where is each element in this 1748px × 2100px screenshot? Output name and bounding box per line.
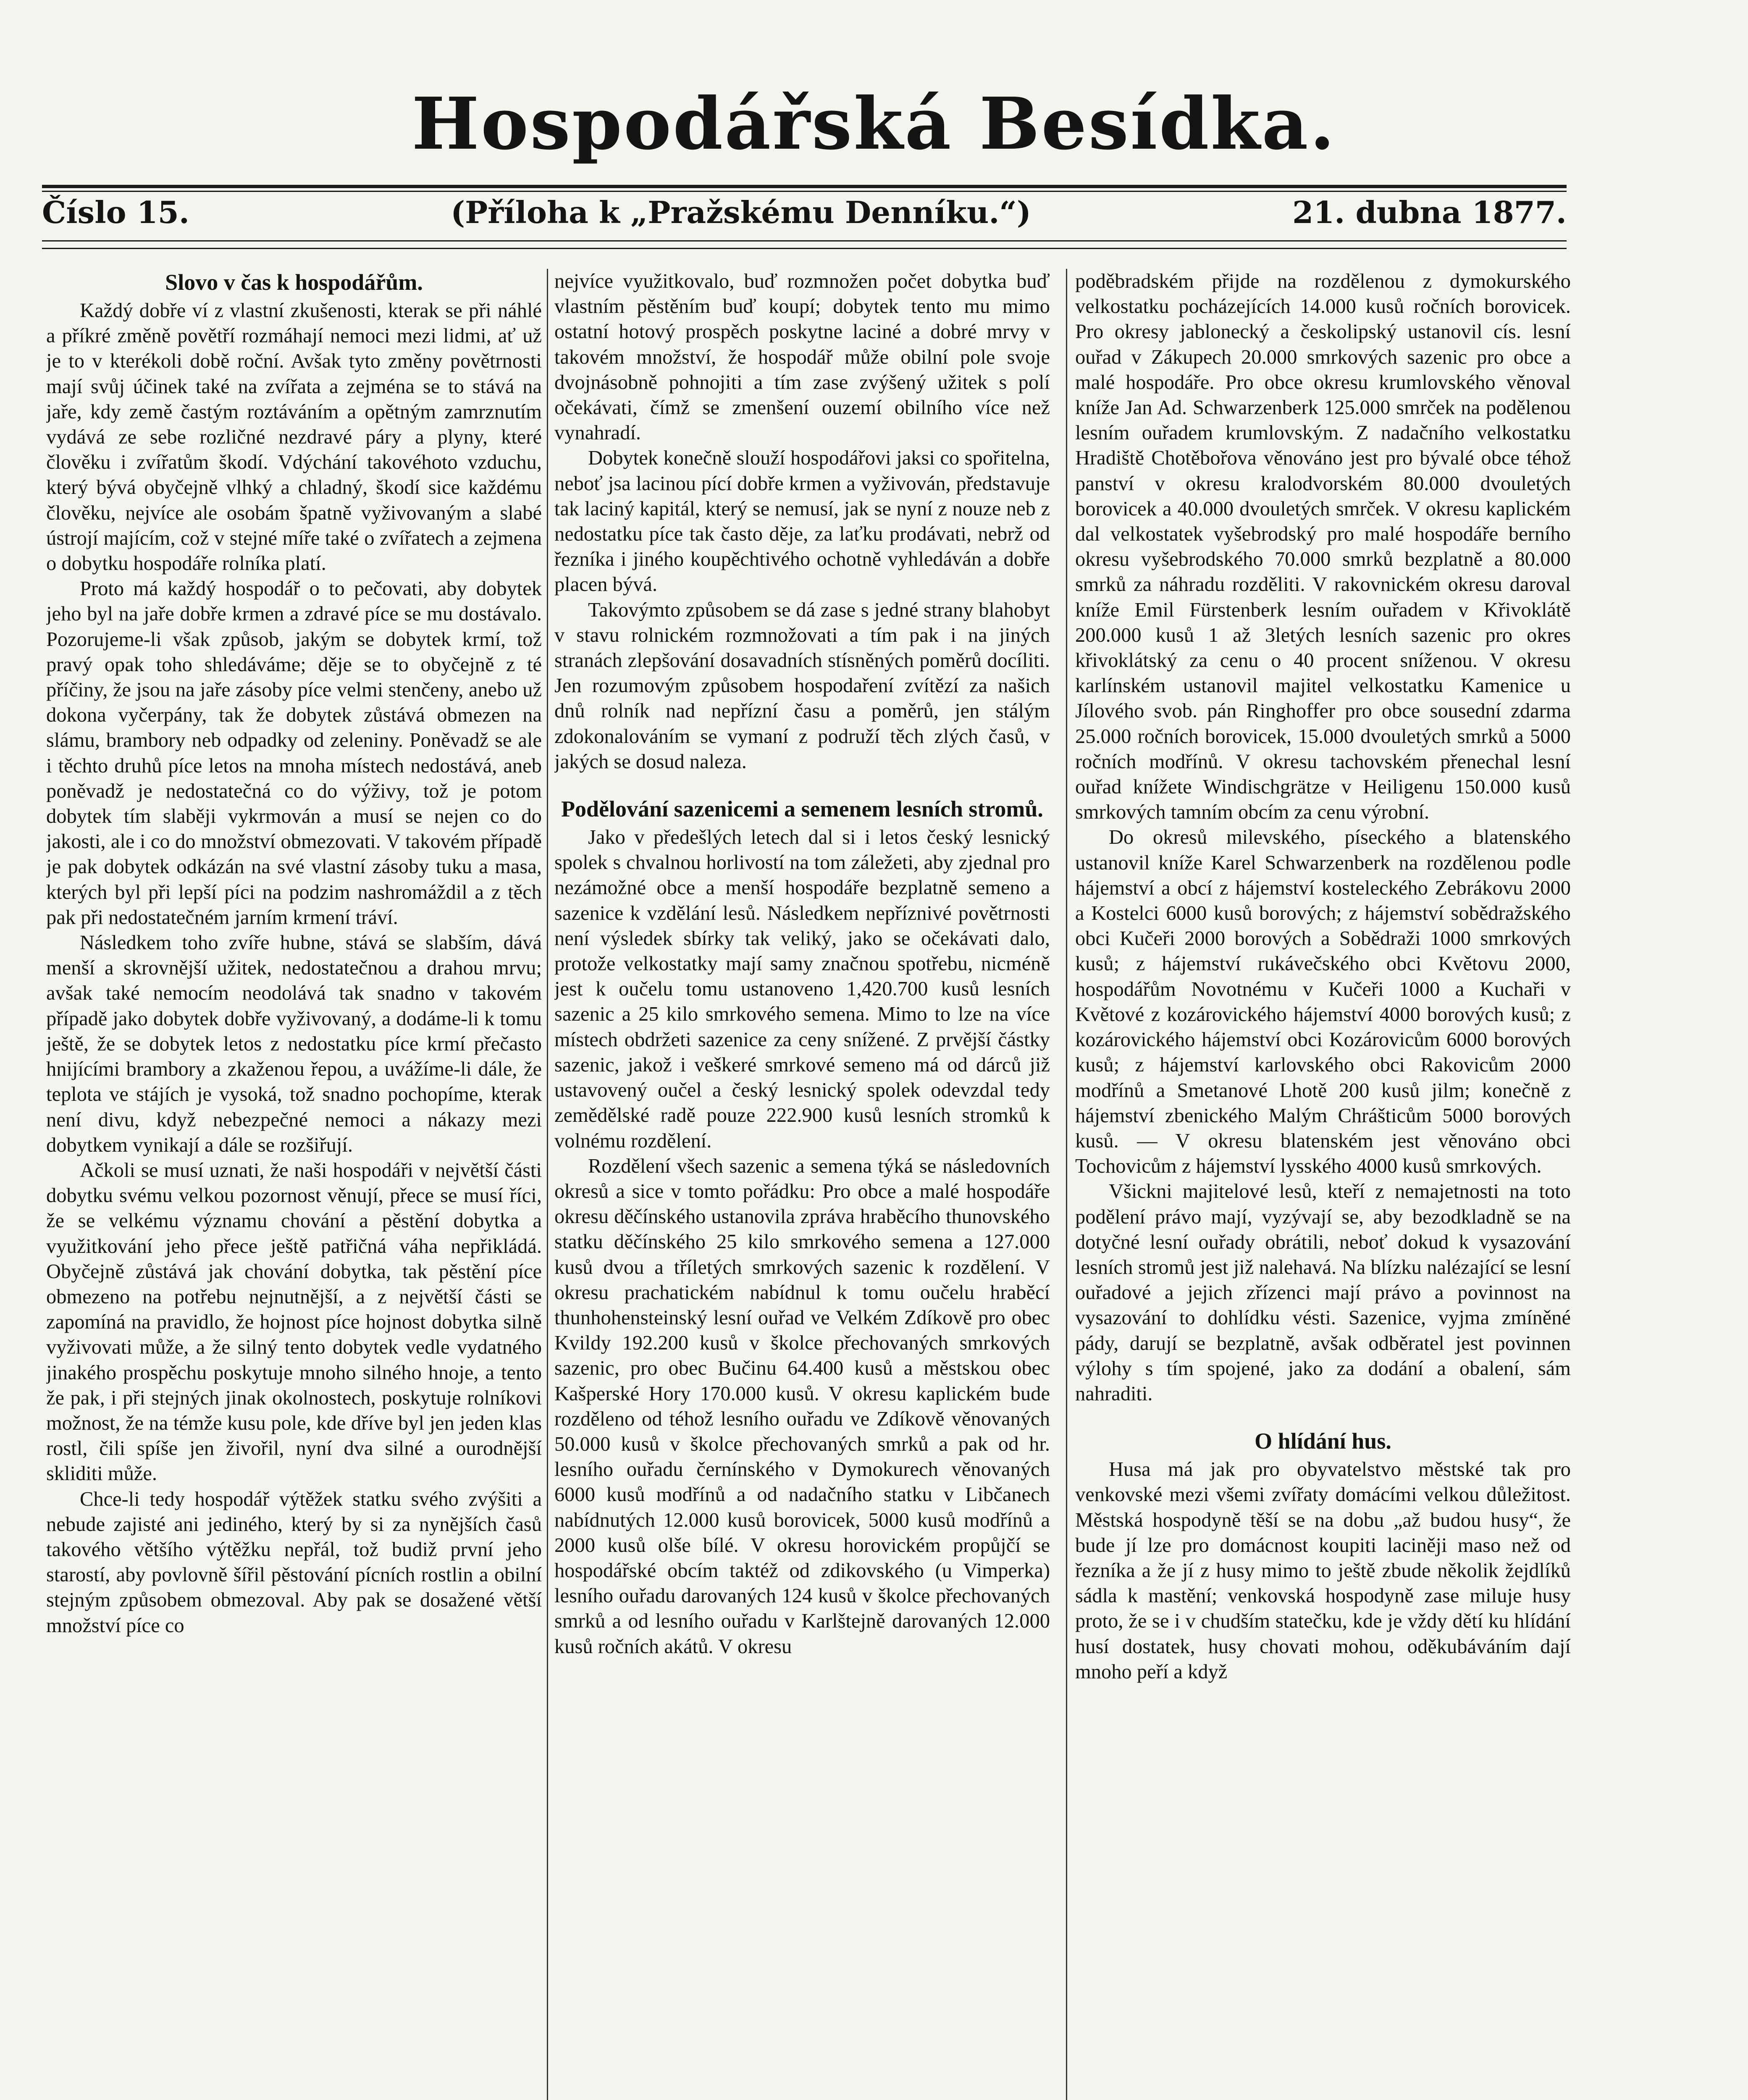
supplement-note: (Příloha k „Pražskému Denníku.“) <box>451 194 1031 230</box>
article-paragraph: nejvíce využitkovalo, buď rozmnožen počet dobytka buď vlastním pěstěním buď koupí; dobytek tento mu mimo ostatní hotový prospěch poskytne laciné a dobré mrvy v takovém množství, že hospodář může obilní pole svoje dvojnásobně pohnojiti a tím zase zvýšený užitek s polí očekávati, čímž se zmenšení ouzemí obilního více než vynahradí. <box>554 270 1050 444</box>
issue-rule-1 <box>42 240 1567 242</box>
issue-date: 21. dubna 1877. <box>1292 194 1567 230</box>
column-2 <box>554 269 1050 2100</box>
column-1 <box>46 269 542 2100</box>
article-paragraph: Do okresů milevského, píseckého a blatenského ustanovil kníže Karel Schwarzenberk na rozdělenou podle hájemství a obcí z hájemství kosteleckého Zebrákovu 2000 a Kostelci 6000 kusů borových; z hájemství sobědražského obci Kučeři 2000 borových a Sobědraži 1000 smrkových kusů; z hájemství rukávečského obci Květovu 2000, hospodářům Novotnému v Kučeři 1000 a Kuchaři v Květové z kozárovického hájemství 4000 borových kusů; z kozárovického hájemství obci Kozárovicům 6000 borových kusů; z hájemství karlovského obci Rakovicům 2000 modřínů a Smetanové Lhotě 200 kusů jilm; konečně z hájemství zbenického Malým Chrášticům 5000 borových kusů. — V okresu blatenském jest věnováno obci Tochovicům z hájemství lysského 4000 kusů smrkových. <box>1075 826 1571 1178</box>
column-divider-2 <box>1066 269 1067 2100</box>
article-heading-farmers: Slovo v čas k hospodářům. <box>165 270 423 295</box>
masthead-title: Hospodářská Besídka. <box>412 82 1336 166</box>
article-paragraph: Jako v předešlých letech dal si i letos český lesnický spolek s chvalnou horlivostí na tom záležeti, aby zjednal pro nezámožné obce a menší hospodáře bezplatně semeno a sazenice k vzdělání lesů. Následkem nepříznivé povětrnosti není výsledek sbírky tak veliký, jako se očekávati dalo, protože velkostatky mají samy značnou spotřebu, nicméně jest k oučelu tomu ustanoveno 1,420.700 kusů lesních sazenic a 25 kilo smrkového semena. Mimo to lze na více místech obdržeti sazenice za ceny snížené. Z prvější částky sazenic, jakož i veškeré smrkové semeno má od dárců již ustavovený oučel a český lesnický spolek odevzdal tedy zemědělské radě pouze 222.900 kusů lesních stromků k volnému rozdělení. <box>554 826 1050 1152</box>
article-paragraph: Každý dobře ví z vlastní zkušenosti, kterak se při náhlé a příkré změně povětří rozmáhají nemoci mezi lidmi, ať už je to v kterékoli době roční. Avšak tyto změny povětrnosti mají svůj účinek také na zvířata a zejména se to stává na jaře, kdy země častým roztáváním a opětným zamrznutím vydává ze sebe rozličné nezdravé páry a plyny, které člověku i zvířatům škodí. Vdýchání takovéhoto vzduchu, který bývá obyčejně vlhký a chladný, škodí sice každému člověku, nejvíce ale osobám špatně vyživovaným a slabé ústrojí majícím, což v stejné míře také o zvířatech a zejmena o dobytku hospodáře rolníka platí. <box>46 299 542 575</box>
article-heading-seedlings: Podělování sazenicemi a semenem lesních stromů. <box>561 796 1043 822</box>
masthead-rule-top <box>42 185 1567 188</box>
article-paragraph: poděbradském přijde na rozdělenou z dymokurského velkostatku pocházejících 14.000 kusů ročních borovicek. Pro okresy jablonecký a českolipský ustanovil cís. lesní ouřad v Zákupech 20.000 smrkových sazenic pro obce a malé hospodáře. Pro obce okresu krumlovského věnoval kníže Jan Ad. Schwarzenberk 125.000 smrček na podělenou lesním ouřadem krumlovským. Z nadačního velkostatku Hradiště Chotěbořova věnováno jest pro bývalé obce téhož panství v okresu kralodvorském 80.000 dvouletých borovicek a 40.000 dvouletých smrček. V okresu kaplickém dal velkostatek vyšebrodský pro malé hospodáře berního okresu vyšebrodského 70.000 smrků bezplatně a 80.000 smrků za náhradu rozděliti. V rakovnickém okresu daroval kníže Emil Fürstenberk lesním ouřadem v Křivoklátě 200.000 kusů 1 až 3letých lesních sazenic pro okres křivoklátský za cenu o 40 procent sníženou. V okresu karlínském ustanovil majitel velkostatku Kamenice u Jílového svob. pán Ringhoffer pro obce sousední zdarma 25.000 ročních borovicek, 15.000 dvouletých smrků a 5000 ročních modřínů. V okresu tachovském přenechal lesní ouřad knížete Windischgrätze v Heiligenu 150.000 kusů smrkových tamním obcím za cenu výrobní. <box>1075 270 1571 824</box>
article-paragraph: Chce-li tedy hospodář výtěžek statku svého zvýšiti a nebude zajisté ani jediného, který by si za nynějších časů takového většího výtěžku nepřál, tož budiž první jeho starostí, aby povlovně šířil pěstování pícních rostlin a obilní stejným způsobem obmezoval. Aby pak se dosažené větší množství píce co <box>46 1488 542 1637</box>
issue-rule-2 <box>42 248 1567 249</box>
column-divider-1 <box>547 269 548 2100</box>
article-heading-geese: O hlídání hus. <box>1255 1428 1391 1454</box>
article-paragraph: Husa má jak pro obyvatelstvo městské tak pro venkovské mezi všemi zvířaty domácími velkou důležitost. Městská hospodyně těší se na dobu „až budou husy“, že bude jí lze pro domácnost koupiti laciněji maso než od řezníka a že jí z husy mimo to ještě zbude několik žejdlíků sádla k mastění; venkovská hospodyně zase miluje husy proto, že se i v chudším statečku, kde je vždy dětí ku hlídání husí dostatek, husy chovati mohou, oděkubáváním dají mnoho peří a když <box>1075 1458 1571 1683</box>
article-paragraph: Proto má každý hospodář o to pečovati, aby dobytek jeho byl na jaře dobře krmen a zdravé píce se mu dostávalo. Pozorujeme-li však způsob, jakým se dobytek krmí, tož pravý opak toho shledáváme; děje se to obyčejně z té příčiny, že jsou na jaře zásoby píce velmi stenčeny, anebo už dokona vyčerpány, tak že dobytek zůstává obmezen na slámu, brambory neb odpadky od zeleniny. Poněvadž se ale i těchto druhů píce letos na mnoha místech nedostává, aneb poněvadž je nedostatečná co do výživy, tož je potom dobytek tím slaběji vykrmován a musí se nejen co do jakosti, ale i co do množství obmezovati. V takovém případě je pak dobytek odkázán na své vlastní zásoby tuku a masa, kterých byl při lepší píci na podzim nashromáždil a z těch pak při nedostatečném jarním krmení tráví. <box>46 578 542 929</box>
article-paragraph: Takovýmto způsobem se dá zase s jedné strany blahobyt v stavu rolnickém rozmnožovati a tím pak i na jiných stranách zlepšování dosavadních stísněných poměrů docíliti. Jen rozumovým způsobem hospodaření zvítězí za našich dnů rolník nad nepřízní času a poměrů, jen stálým zdokonalováním se vymaní z podruží těch zlých časů, v jakých se dosud naleza. <box>554 598 1050 773</box>
article-paragraph: Dobytek konečně slouží hospodářovi jaksi co spořitelna, neboť jsa lacinou pící dobře krmen a vyživován, představuje tak laciný kapitál, který se nemusí, jak se nyní z nouze neb z nedostatku píce tak často děje, za laťku prodávati, nebrž od řezníka i jiného koupěchtivého ochotně vyhledáván a dobře placen bývá. <box>554 447 1050 596</box>
column-3 <box>1075 269 1571 2100</box>
article-paragraph: Ačkoli se musí uznati, že naši hospodáři v největší části dobytku svému velkou pozornost věnují, přece se musí říci, že se velkému významu chování a pěstění dobytka a využitkování jeho přece ještě patřičná váha nepřikládá. Obyčejně zůstává jak chování dobytka, tak pěstění píce obmezeno na potřebu nejnutnější, a z největší části se zapomíná na pravidlo, že hojnost píce hojnost dobytka silně vyživovati může, a že silný tento dobytek vedle vydatného jinakého prospěchu poskytuje mnoho silného hnoje, a tento že pak, i při stejných jinak okolnostech, poskytuje rolníkovi možnost, že na témže kusu pole, kde dříve byl jen jeden klas rostl, čili spíše jen živořil, nyní dva silné a ourodnější skliditi může. <box>46 1159 542 1485</box>
masthead-rule-thin <box>42 191 1567 192</box>
article-paragraph: Rozdělení všech sazenic a semena týká se následovních okresů a sice v tomto pořádku: Pro obce a malé hospodáře okresu děčínského ustanovila zpráva hraběcího thunovského statku děčínského 25 kilo smrkového semena a 127.000 kusů dvou a tříletých smrkových sazenic k rozdělení. V okresu prachatickém nabídnul k tomu oučelu hraběcí thunhohensteinský lesní ouřad ve Velkém Zdíkově pro obec Kvildy 192.200 kusů v školce přechovaných smrkových sazenic, pro obec Bučinu 64.400 kusů a městskou obec Kašperské Hory 170.000 kusů. V okresu kaplickém bude rozděleno od téhož lesního ouřadu ve Zdíkově věnovaných 50.000 kusů v školce přechovaných smrků a pak od hr. lesního ouřadu černínského v Dymokurech věnovaných 6000 kusů modřínů a od nadačního statku v Libčanech nabídnutých 12.000 kusů borovicek, 5000 kusů modřínů a 2000 kusů olše bílé. V okresu horovickém propůjčí se hospodářské obcím taktéž od zdikovského (u Vimperka) lesního ouřadu darovaných 124 kusů v školce přechovaných smrků a od lesního ouřadu v Karlštejně darovaných 12.000 kusů ročních akátů. V okresu <box>554 1155 1050 1658</box>
article-paragraph: Všickni majitelové lesů, kteří z nemajetnosti na toto podělení právo mají, vyzývají se, aby bezodkladně se na dotyčné lesní ouřady obrátili, neboť dokud k vysazování lesních stromů jest již nalehavá. Na blízku nalézající se lesní ouřadové a jejich zřízenci mají právo a povinnost na vysazování to dohlídku vésti. Sazenice, vyjma zmíněné pády, darují se bezplatně, avšak odběratel jest povinnen výlohy s tím spojené, jako za dodání a obalení, sám nahraditi. <box>1075 1180 1571 1405</box>
issue-line <box>42 194 1567 230</box>
issue-number: Číslo 15. <box>42 194 189 230</box>
article-paragraph: Následkem toho zvíře hubne, stává se slabším, dává menší a skrovnější užitek, nedostatečnou a drahou mrvu; avšak také nemocím neodolává tak snadno v takovém případě jako dobytek dobře vyživovaný, a dodáme-li k tomu ještě, že se dobytek letos z nedostatku píce krmí přečasto hnijícími brambory a zkaženou řepou, a uvážíme-li dále, že teplota ve stájích je vysoká, tož snadno pochopíme, kterak není divu, když nebezpečné nemoci a nákazy mezi dobytkem vynikají a dále se rozšiřují. <box>46 932 542 1156</box>
